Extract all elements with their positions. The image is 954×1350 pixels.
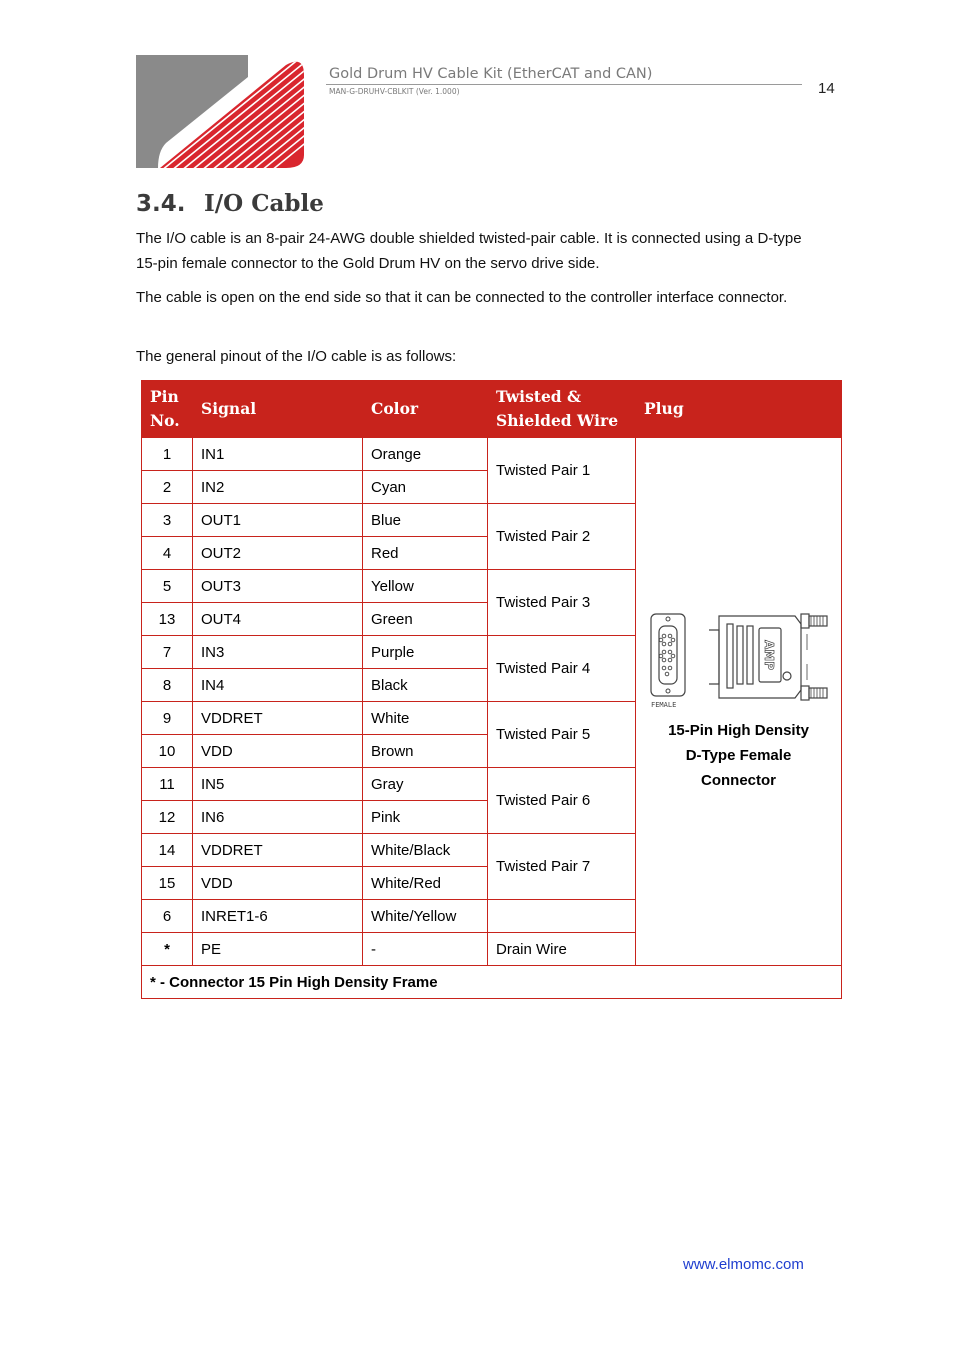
signal-cell: IN5 (193, 768, 363, 801)
pair-cell: Twisted Pair 7 (488, 834, 636, 900)
amp-brand-label: AMP (761, 640, 776, 671)
pin-cell: 13 (142, 603, 193, 636)
signal-cell: IN6 (193, 801, 363, 834)
signal-cell: OUT1 (193, 504, 363, 537)
pair-cell: Twisted Pair 2 (488, 504, 636, 570)
female-label: FEMALE (650, 701, 676, 709)
intro-paragraph: The I/O cable is an 8-pair 24-AWG double shielded twisted-pair cable. It is connected using a D-type 15-pin female connector to the Gold Drum HV on the servo drive side. (136, 230, 802, 272)
pin-cell: 8 (142, 669, 193, 702)
pin-cell: 6 (142, 900, 193, 933)
elmo-logo (136, 55, 320, 170)
pinout-table (141, 380, 842, 999)
header-twisted: Twisted & Shielded Wire (488, 381, 636, 438)
signal-cell: VDDRET (193, 834, 363, 867)
signal-cell: IN2 (193, 471, 363, 504)
document-title: Gold Drum HV Cable Kit (EtherCAT and CAN) (329, 66, 653, 82)
signal-cell: IN4 (193, 669, 363, 702)
pair-cell (488, 900, 636, 933)
table-footnote: * - Connector 15 Pin High Density Frame (142, 966, 842, 999)
color-cell: Purple (363, 636, 488, 669)
color-cell: White/Yellow (363, 900, 488, 933)
pair-cell: Twisted Pair 4 (488, 636, 636, 702)
plug-caption-line: D-Type Female (685, 747, 792, 764)
pinout-intro-paragraph: The general pinout of the I/O cable is as follows: (136, 348, 457, 365)
color-cell: Cyan (363, 471, 488, 504)
header-signal: Signal (193, 381, 363, 438)
document-code: MAN-G-DRUHV-CBLKIT (Ver. 1.000) (329, 87, 460, 96)
website-link[interactable]: www.elmomc.com (683, 1256, 804, 1273)
pair-cell: Twisted Pair 3 (488, 570, 636, 636)
signal-cell: INRET1-6 (193, 900, 363, 933)
signal-cell: PE (193, 933, 363, 966)
pin-cell: 14 (142, 834, 193, 867)
pin-cell: 15 (142, 867, 193, 900)
pin-cell: 10 (142, 735, 193, 768)
pair-cell: Twisted Pair 1 (488, 438, 636, 504)
header-divider (326, 84, 802, 85)
d-sub-connector-image (647, 610, 831, 710)
pair-cell: Drain Wire (488, 933, 636, 966)
pin-cell: 3 (142, 504, 193, 537)
color-cell: Blue (363, 504, 488, 537)
page-number: 14 (818, 80, 835, 97)
signal-cell: IN3 (193, 636, 363, 669)
pin-cell: 9 (142, 702, 193, 735)
color-cell: Red (363, 537, 488, 570)
signal-cell: OUT4 (193, 603, 363, 636)
signal-cell: VDDRET (193, 702, 363, 735)
signal-cell: OUT3 (193, 570, 363, 603)
pin-cell: 11 (142, 768, 193, 801)
pair-cell: Twisted Pair 6 (488, 768, 636, 834)
signal-cell: OUT2 (193, 537, 363, 570)
color-cell: Green (363, 603, 488, 636)
color-cell: - (363, 933, 488, 966)
color-cell: Yellow (363, 570, 488, 603)
plug-caption-line: Connector (701, 772, 776, 789)
pin-cell: 1 (142, 438, 193, 471)
header-color: Color (363, 381, 488, 438)
color-cell: Brown (363, 735, 488, 768)
open-end-paragraph: The cable is open on the end side so that it can be connected to the controller interface connector. (136, 289, 788, 306)
section-number: 3.4. (136, 191, 186, 217)
footnote-row (142, 966, 842, 999)
color-cell: Pink (363, 801, 488, 834)
signal-cell: VDD (193, 867, 363, 900)
section-heading (136, 190, 324, 217)
signal-cell: IN1 (193, 438, 363, 471)
color-cell: White/Red (363, 867, 488, 900)
table-header-row (142, 381, 842, 438)
pin-cell: * (142, 933, 193, 966)
pair-cell: Twisted Pair 5 (488, 702, 636, 768)
pin-cell: 5 (142, 570, 193, 603)
plug-caption-line: 15-Pin High Density (668, 722, 809, 739)
section-title: I/O Cable (204, 190, 324, 217)
plug-caption (636, 718, 841, 793)
header-plug: Plug (636, 381, 842, 438)
pin-cell: 2 (142, 471, 193, 504)
color-cell: Black (363, 669, 488, 702)
pin-cell: 12 (142, 801, 193, 834)
signal-cell: VDD (193, 735, 363, 768)
plug-cell (636, 438, 842, 966)
pin-cell: 4 (142, 537, 193, 570)
color-cell: Gray (363, 768, 488, 801)
color-cell: White/Black (363, 834, 488, 867)
pin-cell: 7 (142, 636, 193, 669)
header-pin: Pin No. (142, 381, 193, 438)
color-cell: Orange (363, 438, 488, 471)
table-row (142, 438, 842, 471)
color-cell: White (363, 702, 488, 735)
